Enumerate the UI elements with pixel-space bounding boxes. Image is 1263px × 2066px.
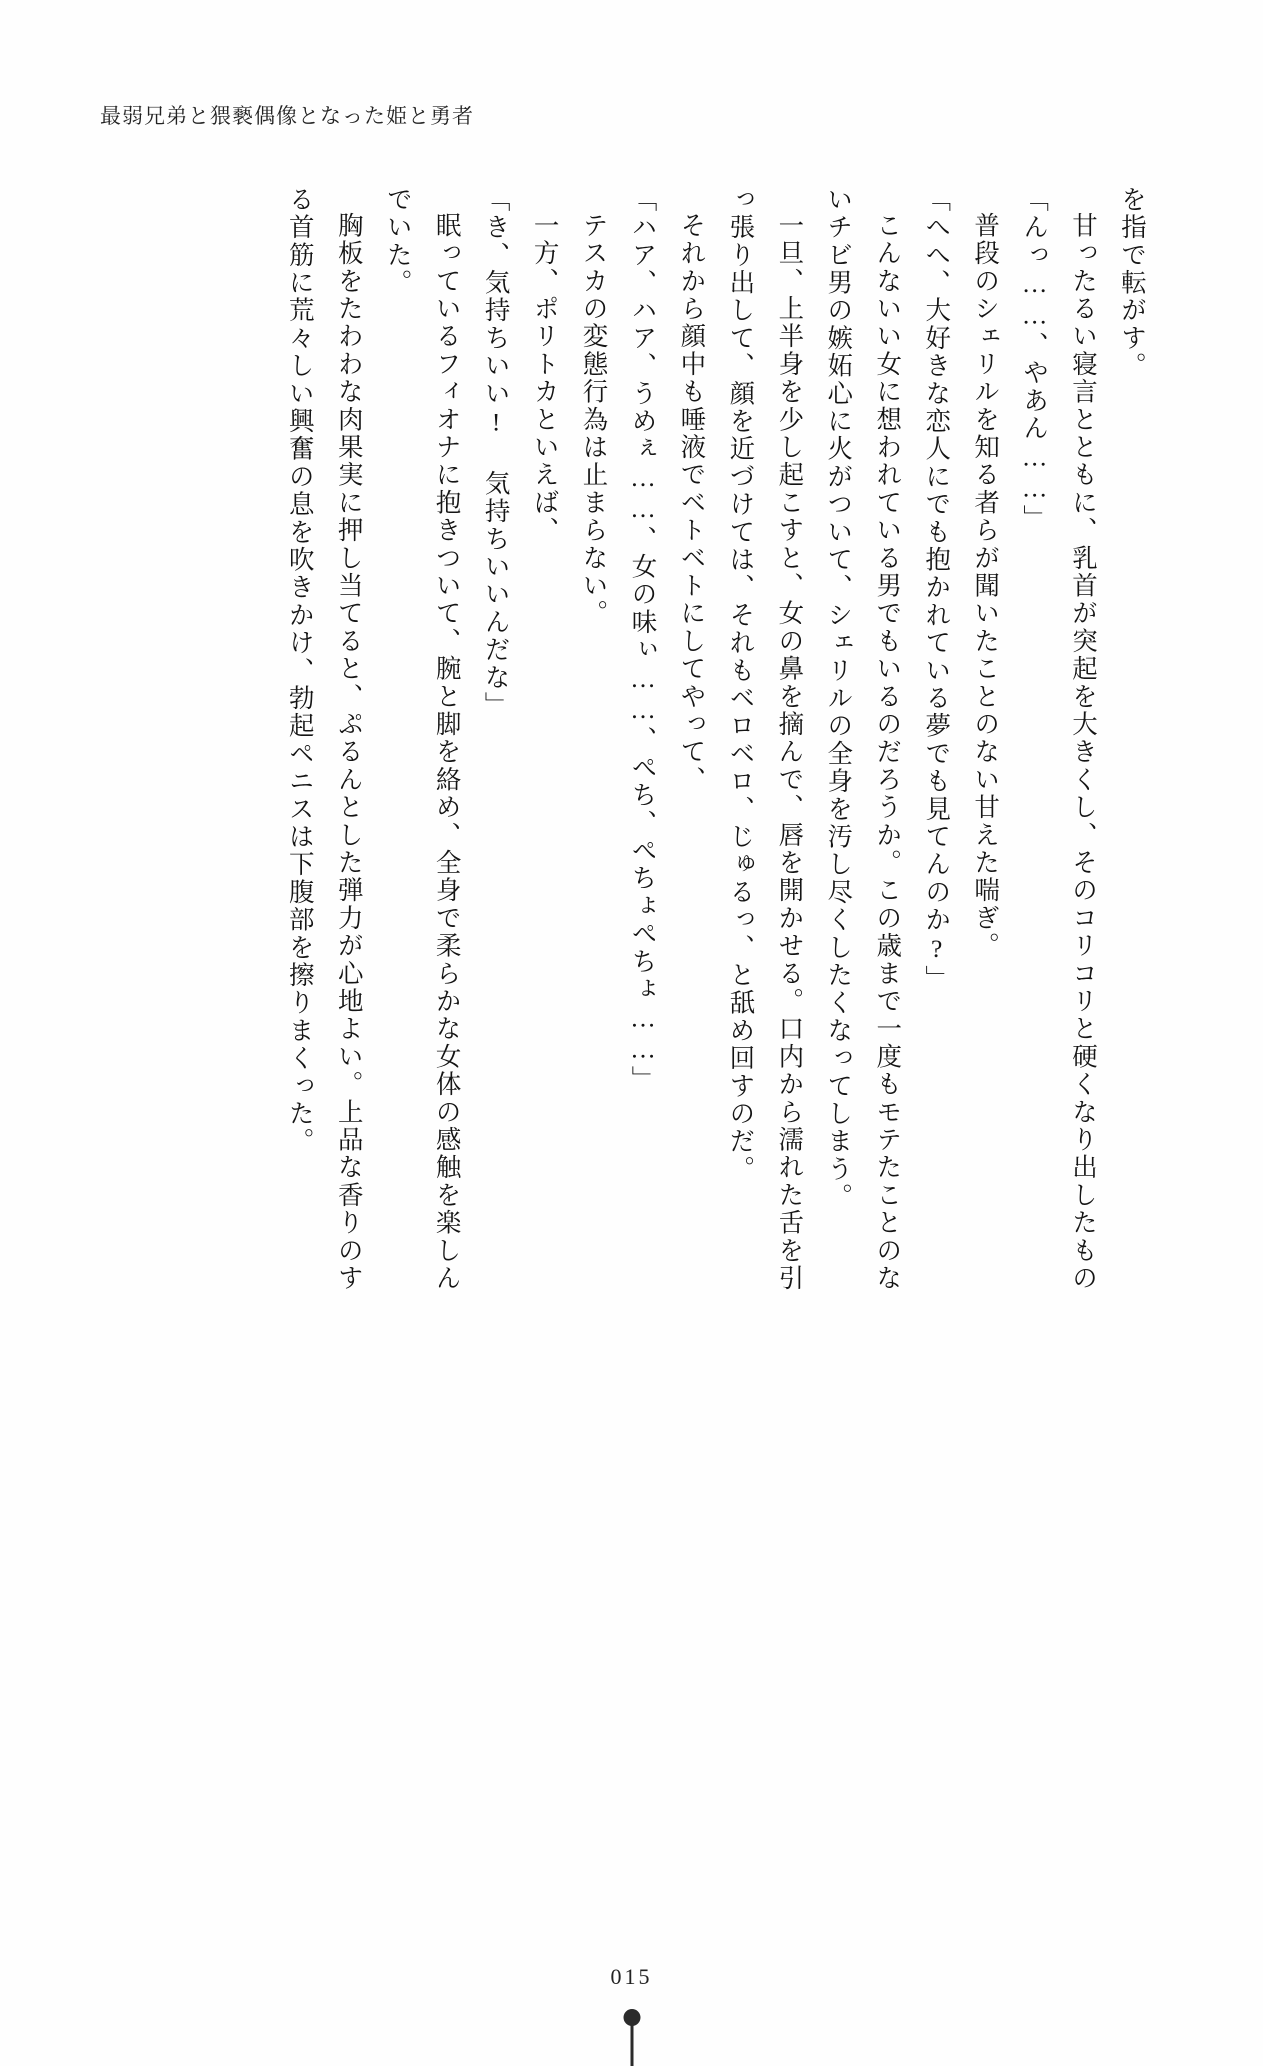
paragraph: 眠っているフィオナに抱きついて、腕と脚を絡め、全身で柔らかな女体の感触を楽しん [432,211,462,1292]
paragraph: 「き、気持ちいい! 気持ちいいんだな」 [481,186,511,720]
paragraph: っ張り出して、顔を近づけては、それもベロベロ、じゅるっ、と舐め回すのだ。 [726,186,756,1184]
paragraph: 「へへ、大好きな恋人にでも抱かれている夢でも見てんのか?」 [922,186,952,993]
paragraph: でいた。 [383,186,413,297]
paragraph: 胸板をたわわな肉果実に押し当てると、ぷるんとした弾力が心地よい。上品な香りのす [334,211,364,1292]
page-number: 015 [610,1964,653,1989]
paragraph: それから顔中も唾液でベトベトにしてやって、 [677,211,707,794]
paragraph: こんないい女に想われている男でもいるのだろうか。この歳まで一度もモテたことのな [873,211,903,1292]
paragraph: 「んっ……、やあん……」 [1020,186,1050,533]
paragraph: 一旦、上半身を少し起こすと、女の鼻を摘んで、唇を開かせる。口内から濡れた舌を引 [775,211,805,1292]
paragraph: テスカの変態行為は止まらない。 [579,211,609,627]
paragraph: 甘ったるい寝言とともに、乳首が突起を大きくし、そのコリコリと硬くなり出したもの [1069,211,1099,1292]
page-text-block [96,186,1156,1476]
paragraph: を指で転がす。 [1118,186,1147,380]
footer-rule-ornament [630,2014,633,2066]
paragraph: 「ハア、ハア、うめぇ……、女の味ぃ……、ぺち、ぺちょぺちょ……」 [628,186,658,1094]
paragraph: いチビ男の嫉妬心に火がついて、シェリルの全身を汚し尽くしたくなってしまう。 [824,186,854,1211]
paragraph: 一方、ポリトカといえば、 [530,211,560,544]
paragraph: る首筋に荒々しい興奮の息を吹きかけ、勃起ペニスは下腹部を擦りまくった。 [285,186,315,1156]
vertical-text-column [96,186,1156,1476]
paragraph: 普段のシェリルを知る者らが聞いたことのない甘えた喘ぎ。 [971,211,1001,960]
running-header-book-title: 最弱兄弟と猥褻偶像となった姫と勇者 [100,104,474,128]
